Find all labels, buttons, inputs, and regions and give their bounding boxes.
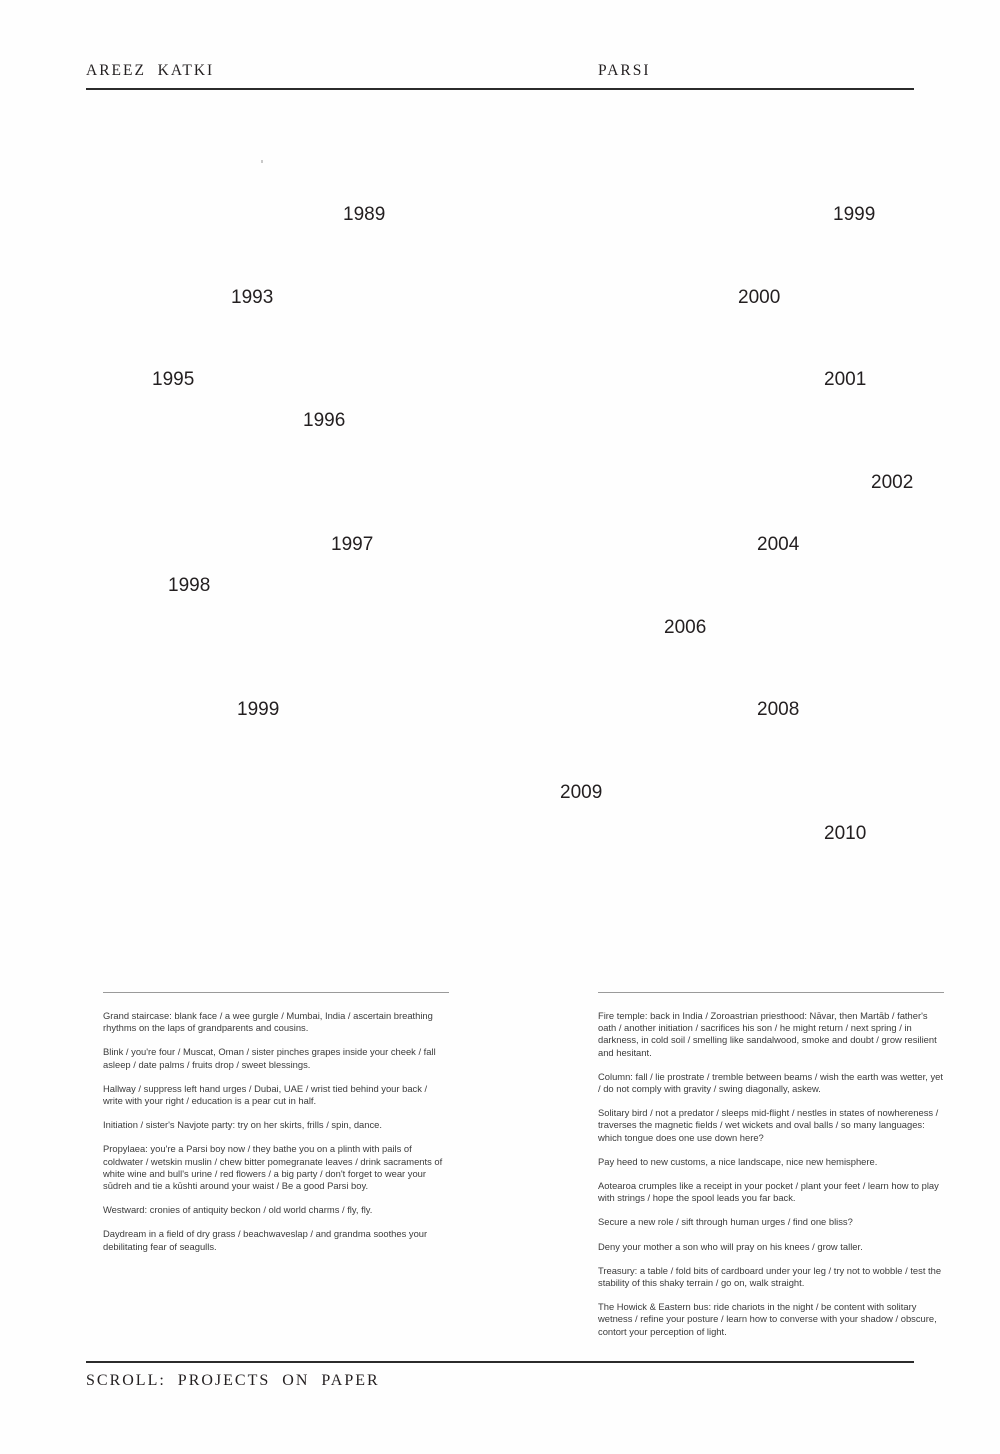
- footer-label: SCROLL: PROJECTS ON PAPER: [86, 1372, 380, 1389]
- column-rule-left: [103, 992, 449, 993]
- timeline-year-left-1989: 1989: [343, 204, 386, 225]
- timeline-year-right-2006: 2006: [664, 617, 707, 638]
- running-head-title: PARSI: [598, 62, 651, 79]
- paragraph-left-1: Grand staircase: blank face / a wee gurgle / Mumbai, India / ascertain breathing rhythms on the laps of grandparents and cousins.: [103, 1010, 433, 1034]
- timeline-year-right-2008: 2008: [757, 699, 800, 720]
- timeline-year-left-1998: 1998: [168, 575, 211, 596]
- timeline-year-right-2000: 2000: [738, 287, 781, 308]
- timeline-year-left-1993: 1993: [231, 287, 274, 308]
- paragraph-right-4: Pay heed to new customs, a nice landscape, nice new hemisphere.: [598, 1155, 878, 1167]
- column-rule-right: [598, 992, 944, 993]
- paragraph-right-8: Treasury: a table / fold bits of cardboard under your leg / try not to wobble / test the stability of this shaky terrain / go on, walk straight.: [598, 1264, 942, 1289]
- timeline-year-left-1995: 1995: [152, 369, 195, 390]
- paragraph-right-7: Deny your mother a son who will pray on his knees / grow taller.: [598, 1240, 863, 1252]
- timeline-year-left-1997: 1997: [331, 534, 374, 555]
- paragraph-left-6: Westward: cronies of antiquity beckon / old world charms / fly, fly.: [103, 1204, 373, 1216]
- timeline-year-left-1999: 1999: [237, 699, 280, 720]
- timeline-year-right-2002: 2002: [871, 472, 914, 493]
- timeline-year-right-2010: 2010: [824, 823, 867, 844]
- paragraph-left-5: Propylaea: you're a Parsi boy now / they bathe you on a plinth with pails of coldwater / wetskin muslin / chew bitter pomegranate leaves / drink sacraments of white wine and bull's urine / red flowers / a big party / don't forget to wear your sūdreh and tie a kūshti around your waist / Be a good Parsi boy.: [103, 1143, 443, 1192]
- left-column-paragraphs: [103, 1010, 449, 1253]
- timeline-year-right-1999: 1999: [833, 204, 876, 225]
- paragraph-right-5: Aotearoa crumples like a receipt in your pocket / plant your feet / learn how to play with strings / hope the spool leads you far back.: [598, 1180, 939, 1204]
- paragraph-right-9: The Howick & Eastern bus: ride chariots in the night / be content with solitary wetness / refine your posture / learn how to converse with your shadow / obscure, contort your perception of light.: [598, 1301, 937, 1337]
- paragraph-left-3: Hallway / suppress left hand urges / Dubai, UAE / wrist tied behind your back / write with your right / education is a pear cut in half.: [103, 1082, 428, 1107]
- timeline-year-right-2004: 2004: [757, 534, 800, 555]
- right-column-paragraphs: [598, 1010, 944, 1338]
- paragraph-left-4: Initiation / sister's Navjote party: try on her skirts, frills / spin, dance.: [103, 1119, 382, 1131]
- text-column-right: [598, 992, 944, 1338]
- paragraph-right-2: Column: fall / lie prostrate / tremble between beams / wish the earth was wetter, yet / do not comply with gravity / swing diagonally, askew.: [598, 1070, 943, 1095]
- paragraph-right-3: Solitary bird / not a predator / sleeps mid-flight / nestles in states of nowhereness / traverses the magnetic fields / wet wickets and oval balls / so many languages: which tongue does one use down here?: [598, 1107, 939, 1143]
- timeline-year-left-1996: 1996: [303, 410, 346, 431]
- timeline-year-right-2001: 2001: [824, 369, 867, 390]
- timeline-year-right-2009: 2009: [560, 782, 603, 803]
- paragraph-right-1: Fire temple: back in India / Zoroastrian priesthood: Nāvar, then Martāb / father's oath / another initiation / sacrifices his son / he might return / next spring / in darkness, in cold soil / smelling like sandalwood, smoke and doubt / grow resilient and hesitant.: [598, 1010, 937, 1058]
- paragraph-left-2: Blink / you're four / Muscat, Oman / sister pinches grapes inside your cheek / fall asleep / date palms / fruits drop / sweet blessings.: [103, 1046, 436, 1070]
- paragraph-left-7: Daydream in a field of dry grass / beachwaveslap / and grandma soothes your debilitating fear of seagulls.: [103, 1228, 428, 1252]
- text-column-left: [103, 992, 449, 1253]
- running-head-author: AREEZ KATKI: [86, 62, 215, 79]
- paragraph-right-6: Secure a new role / sift through human urges / find one bliss?: [598, 1216, 853, 1228]
- footer-rule: [86, 1361, 914, 1363]
